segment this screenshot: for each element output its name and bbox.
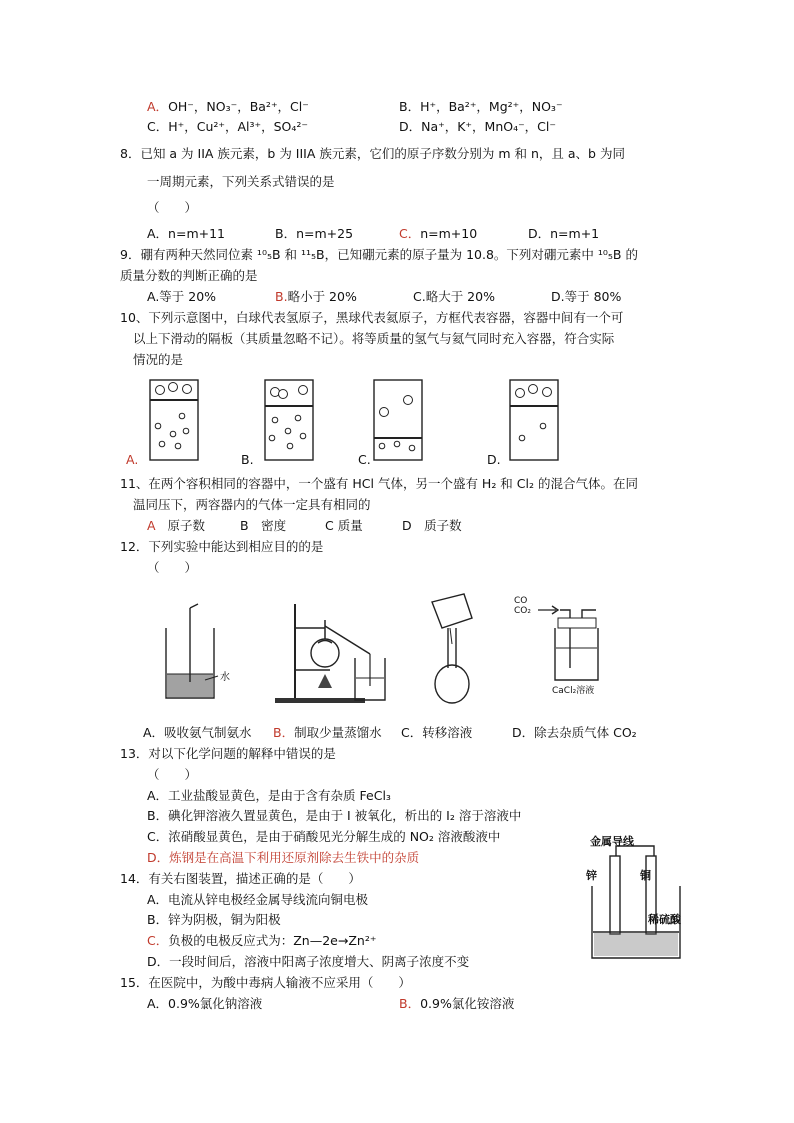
q8-stem-line2: 一周期元素，下列关系式错误的是 — [147, 174, 335, 189]
q11-a-text: 原子数 — [167, 518, 205, 533]
q7-option-d: D．Na⁺，K⁺，MnO₄⁻，Cl⁻ — [399, 119, 556, 134]
q11-option-b: B 密度 — [240, 518, 287, 533]
container-d — [510, 380, 558, 460]
q12-b-text: 制取少量蒸馏水 — [294, 725, 382, 740]
q14-stem: 14．有关右图装置，描述正确的是（ ） — [120, 871, 361, 886]
beaker-absorb-ammonia — [166, 604, 218, 698]
q7-a-text: OH⁻，NO₃⁻，Ba²⁺，Cl⁻ — [168, 99, 309, 114]
q15-option-b — [399, 996, 514, 1012]
q12-answer-paren: （ ） — [147, 560, 198, 575]
q14-c-letter: C． — [147, 933, 169, 948]
q12-option-a: A．吸收氨气制氨水 — [143, 725, 252, 740]
q8-option-a: A．n=m+11 — [147, 226, 226, 241]
q8-stem-line1: 8．已知 a 为 IIA 族元素，b 为 IIIA 族元素，它们的原子序数分别为 m 和 n，且 a、b 为同 — [120, 146, 625, 161]
q10-diagram — [120, 376, 580, 468]
q11-option-d: D 质子数 — [402, 518, 462, 533]
q13-option-a: A．工业盐酸显黄色，是由于含有杂质 FeCl₃ — [147, 788, 391, 803]
q10-stem-line1: 10、下列示意图中，白球代表氢原子，黑球代表氦原子，方框代表容器，容器中间有一个可 — [120, 310, 624, 325]
q10-label-b: B. — [241, 452, 254, 467]
q13-option-c: C．浓硝酸显黄色，是由于硝酸见光分解生成的 NO₂ 溶液酸液中 — [147, 829, 501, 844]
distillation-setup — [275, 604, 385, 703]
q12-option-d: D．除去杂质气体 CO₂ — [512, 725, 637, 740]
q10-stem-line3: 情况的是 — [133, 352, 184, 367]
q11-option-c: C 质量 — [325, 518, 363, 533]
q14-option-b: B．锌为阴极，铜为阳极 — [147, 912, 281, 927]
q15-option-a: A．0.9%氯化钠溶液 — [147, 996, 263, 1011]
q12-fig-water-label: 水 — [220, 672, 230, 683]
q10-label-c: C. — [358, 452, 371, 467]
q9-stem-line2: 质量分数的判断正确的是 — [120, 268, 258, 283]
q8-option-c — [399, 226, 477, 242]
q12-fig-solution-label: CaCl₂溶液 — [552, 686, 595, 696]
q11-stem-line1: 11、在两个容积相同的容器中，一个盛有 HCl 气体，另一个盛有 H₂ 和 Cl₂ 的混合气体。在同 — [120, 476, 638, 491]
q8-option-d: D．n=m+1 — [528, 226, 600, 241]
q14-option-a: A．电流从锌电极经金属导线流向铜电极 — [147, 892, 369, 907]
q15-b-letter: B． — [399, 996, 421, 1011]
container-a — [150, 380, 198, 460]
q14-fig-copper-label: 铜 — [640, 869, 651, 882]
q7-option-c: C．H⁺，Cu²⁺，Al³⁺，SO₄²⁻ — [147, 119, 309, 134]
q15-stem: 15．在医院中，为酸中毒病人输液不应采用（ ） — [120, 975, 411, 990]
q7-option-a — [147, 99, 309, 115]
q14-c-text: 负极的电极反应式为：Zn—2e→Zn²⁺ — [168, 933, 377, 948]
q10-stem-line2: 以上下滑动的隔板（其质量忽略不记）。将等质量的氢气与氦气同时充入容器，符合实际 — [133, 331, 615, 346]
q14-fig-acid-label: 稀硫酸 — [648, 913, 681, 926]
q14-option-d: D．一段时间后，溶液中阳离子浓度增大、阴离子浓度不变 — [147, 954, 470, 969]
q9-option-c: C.略大于 20% — [413, 289, 495, 304]
q8-c-text: n=m+10 — [420, 226, 478, 241]
q8-answer-paren: （ ） — [147, 200, 198, 215]
q7-option-b: B．H⁺，Ba²⁺，Mg²⁺，NO₃⁻ — [399, 99, 563, 114]
q11-a-letter: A — [147, 518, 156, 533]
q8-c-letter: C． — [399, 226, 421, 241]
q9-b-letter: B. — [275, 289, 288, 304]
q13-answer-paren: （ ） — [147, 767, 198, 782]
q12-fig-gas-label: CO CO₂ — [514, 596, 531, 616]
q13-option-d: D．炼钢是在高温下利用还原剂除去生铁中的杂质 — [147, 850, 420, 865]
q9-stem-line1: 9．硼有两种天然同位素 ¹⁰₅B 和 ¹¹₅B，已知硼元素的原子量为 10.8。下列对硼元素中 ¹⁰₅B 的 — [120, 247, 638, 262]
q12-option-b — [273, 725, 382, 741]
q9-b-text: 略小于 20% — [287, 289, 357, 304]
q15-b-text: 0.9%氯化铵溶液 — [420, 996, 515, 1011]
q8-option-b: B．n=m+25 — [275, 226, 354, 241]
gas-washing-bottle — [538, 606, 598, 680]
q11-stem-line2: 温同压下，两容器内的气体一定具有相同的 — [133, 497, 371, 512]
galvanic-cell-diagram — [580, 838, 690, 960]
q9-option-d: D.等于 80% — [551, 289, 622, 304]
q10-label-a: A. — [126, 452, 139, 467]
q13-option-b: B．碘化钾溶液久置显黄色，是由于 I 被氧化，析出的 I₂ 溶于溶液中 — [147, 808, 522, 823]
q14-fig-wire-label: 金属导线 — [590, 835, 634, 848]
q12-stem: 12．下列实验中能达到相应目的的是 — [120, 539, 324, 554]
q14-option-c — [147, 933, 376, 949]
q13-stem: 13．对以下化学问题的解释中错误的是 — [120, 746, 336, 761]
q11-option-a — [147, 518, 205, 534]
volumetric-flask — [432, 594, 472, 703]
container-b — [265, 380, 313, 460]
q14-fig-zinc-label: 锌 — [586, 869, 597, 882]
q12-option-c: C．转移溶液 — [401, 725, 473, 740]
q12-b-letter: B． — [273, 725, 295, 740]
q10-label-d: D. — [487, 452, 501, 467]
container-c — [374, 380, 422, 460]
q9-option-a: A.等于 20% — [147, 289, 217, 304]
q9-option-b — [275, 289, 357, 305]
q7-a-letter: A． — [147, 99, 169, 114]
